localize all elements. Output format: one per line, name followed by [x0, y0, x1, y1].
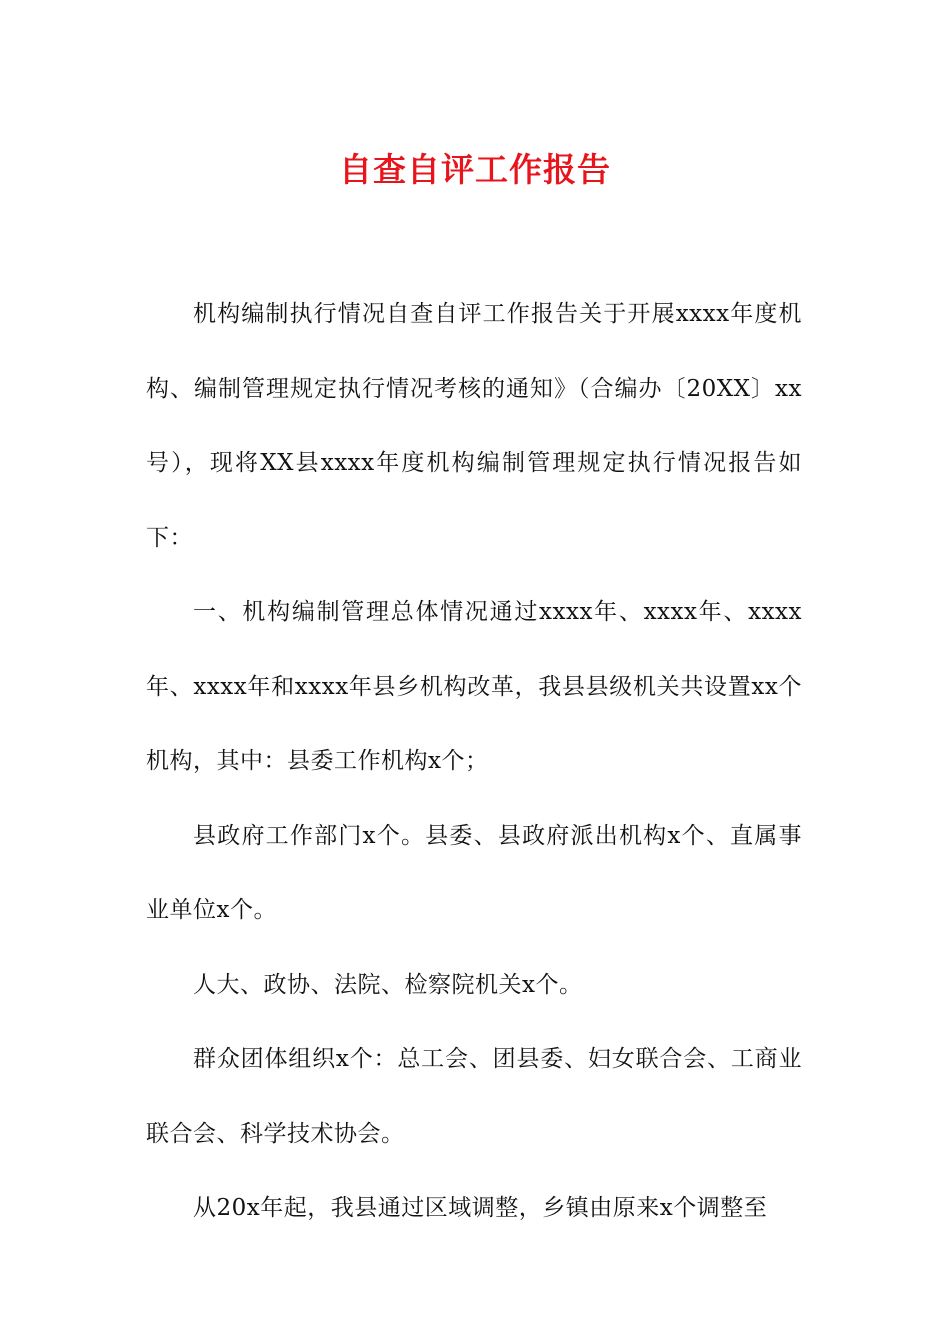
paragraph-government-departments: 县政府工作部门x个。县委、县政府派出机构x个、直属事业单位x个。	[146, 822, 802, 923]
paragraph-overall-situation: 一、机构编制管理总体情况通过xxxx年、xxxx年、xxxx年、xxxx年和xxxx年县乡机构改革，我县县级机关共设置xx个机构，其中：县委工作机构x个；	[146, 599, 802, 774]
paragraph-intro: 机构编制执行情况自查自评工作报告关于开展xxxx年度机构、编制管理规定执行情况考核的通知》（合编办〔20XX〕xx号），现将XX县xxxx年度机构编制管理规定执行情况报告如下：	[146, 301, 802, 551]
document-title: 自查自评工作报告	[339, 150, 611, 189]
document-body	[146, 277, 802, 1246]
paragraph-congress-organs: 人大、政协、法院、检察院机关x个。	[193, 971, 583, 998]
paragraph-regional-adjustment: 从20x年起，我县通过区域调整，乡镇由原来x个调整至	[193, 1195, 768, 1221]
paragraph-mass-organizations: 群众团体组织x个：总工会、团县委、妇女联合会、工商业联合会、科学技术协会。	[146, 1046, 802, 1147]
